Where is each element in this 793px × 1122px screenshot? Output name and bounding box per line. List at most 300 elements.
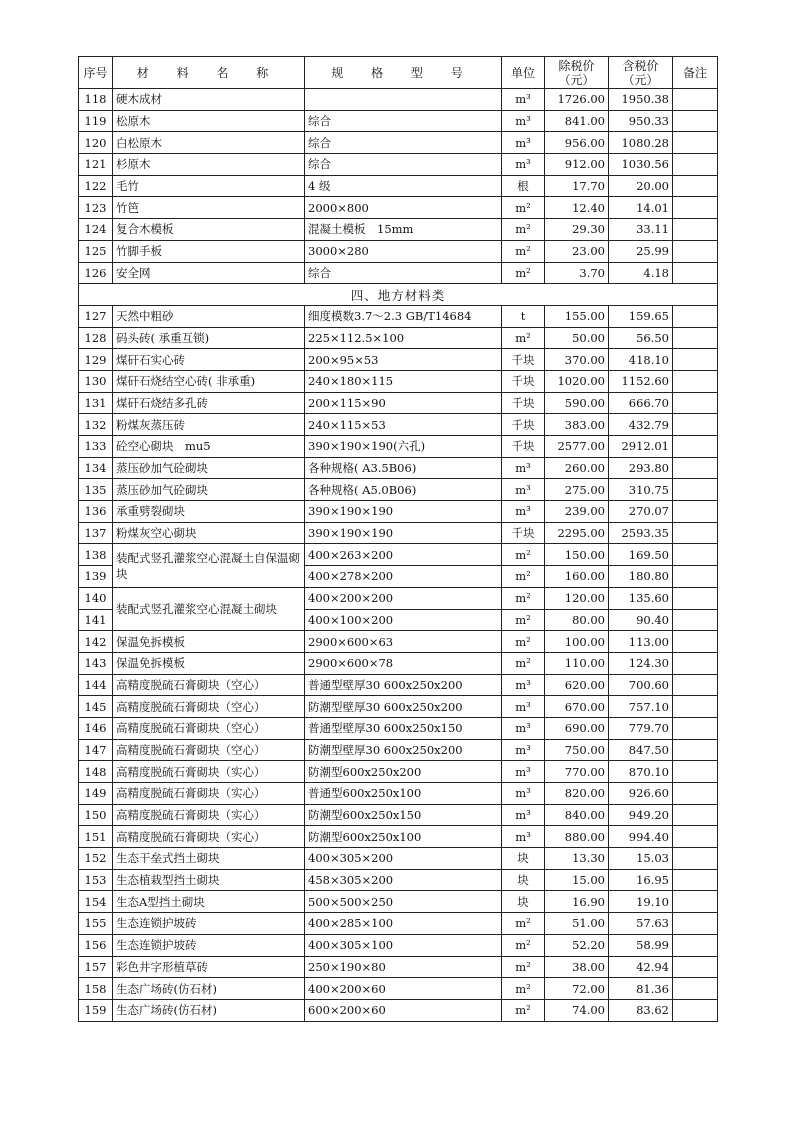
table-row [79, 392, 718, 414]
row-remark [673, 327, 718, 349]
row-spec: 390×190×190 [305, 501, 502, 523]
table-row [79, 761, 718, 783]
row-price-inc-tax: 124.30 [609, 652, 673, 674]
row-no: 157 [79, 956, 113, 978]
row-name: 蒸压砂加气砼砌块 [113, 479, 305, 501]
table-row [79, 197, 718, 219]
row-price-ex-tax: 80.00 [545, 609, 609, 631]
header-price-inc-tax: 含税价（元） [609, 57, 673, 89]
row-no: 127 [79, 305, 113, 327]
row-price-inc-tax: 83.62 [609, 999, 673, 1021]
table-header-row [79, 57, 718, 89]
table-row [79, 89, 718, 111]
row-spec: 3000×280 [305, 240, 502, 262]
row-name: 高精度脱硫石膏砌块（实心） [113, 804, 305, 826]
table-row [79, 479, 718, 501]
row-spec: 2900×600×63 [305, 631, 502, 653]
row-price-inc-tax: 2593.35 [609, 522, 673, 544]
row-spec: 500×500×250 [305, 891, 502, 913]
row-unit: m³ [502, 826, 545, 848]
row-price-inc-tax: 870.10 [609, 761, 673, 783]
row-price-ex-tax: 3.70 [545, 262, 609, 284]
row-remark [673, 826, 718, 848]
row-price-inc-tax: 90.40 [609, 609, 673, 631]
table-row [79, 717, 718, 739]
row-remark [673, 89, 718, 111]
table-row [79, 978, 718, 1000]
row-no: 126 [79, 262, 113, 284]
row-price-inc-tax: 1030.56 [609, 154, 673, 176]
row-price-inc-tax: 16.95 [609, 869, 673, 891]
row-unit: m³ [502, 501, 545, 523]
row-remark [673, 804, 718, 826]
row-unit: m² [502, 956, 545, 978]
row-no: 151 [79, 826, 113, 848]
row-spec: 综合 [305, 262, 502, 284]
row-price-ex-tax: 2577.00 [545, 436, 609, 458]
row-remark [673, 262, 718, 284]
row-unit: m² [502, 240, 545, 262]
table-row [79, 826, 718, 848]
row-spec: 普通型壁厚30 600x250x150 [305, 717, 502, 739]
row-spec: 防潮型壁厚30 600x250x200 [305, 739, 502, 761]
row-name: 生态广场砖(仿石材) [113, 999, 305, 1021]
row-unit: m² [502, 327, 545, 349]
row-remark [673, 587, 718, 609]
row-spec: 390×190×190 [305, 522, 502, 544]
row-price-ex-tax: 23.00 [545, 240, 609, 262]
row-no: 158 [79, 978, 113, 1000]
table-row [79, 631, 718, 653]
row-price-ex-tax: 820.00 [545, 783, 609, 805]
table-row [79, 327, 718, 349]
row-price-inc-tax: 25.99 [609, 240, 673, 262]
table-row [79, 154, 718, 176]
row-spec [305, 89, 502, 111]
row-price-ex-tax: 239.00 [545, 501, 609, 523]
row-price-inc-tax: 56.50 [609, 327, 673, 349]
row-name: 砼空心砌块 mu5 [113, 436, 305, 458]
row-price-inc-tax: 847.50 [609, 739, 673, 761]
row-no: 118 [79, 89, 113, 111]
row-spec: 400×285×100 [305, 913, 502, 935]
table-row [79, 913, 718, 935]
row-price-inc-tax: 159.65 [609, 305, 673, 327]
row-spec: 400×278×200 [305, 566, 502, 588]
row-remark [673, 522, 718, 544]
row-remark [673, 956, 718, 978]
row-price-ex-tax: 72.00 [545, 978, 609, 1000]
row-remark [673, 674, 718, 696]
row-price-inc-tax: 700.60 [609, 674, 673, 696]
row-remark [673, 349, 718, 371]
row-price-ex-tax: 912.00 [545, 154, 609, 176]
row-remark [673, 652, 718, 674]
row-spec: 225×112.5×100 [305, 327, 502, 349]
row-price-ex-tax: 29.30 [545, 219, 609, 241]
row-no: 159 [79, 999, 113, 1021]
table-body-blocks [79, 631, 718, 1021]
row-name: 杉原木 [113, 154, 305, 176]
row-name: 生态干垒式挡土砌块 [113, 848, 305, 870]
row-unit: m³ [502, 457, 545, 479]
row-unit: m² [502, 609, 545, 631]
row-name: 码头砖( 承重互锁) [113, 327, 305, 349]
row-unit: 千块 [502, 392, 545, 414]
row-name: 煤矸石烧结空心砖( 非承重) [113, 370, 305, 392]
row-spec: 各种规格( A3.5B06) [305, 457, 502, 479]
row-name: 煤矸石实心砖 [113, 349, 305, 371]
row-price-ex-tax: 38.00 [545, 956, 609, 978]
row-no: 150 [79, 804, 113, 826]
row-price-inc-tax: 169.50 [609, 544, 673, 566]
row-unit: m³ [502, 804, 545, 826]
row-no: 141 [79, 609, 113, 631]
table-row [79, 219, 718, 241]
row-no: 137 [79, 522, 113, 544]
row-name: 天然中粗砂 [113, 305, 305, 327]
row-no: 128 [79, 327, 113, 349]
table-row [79, 804, 718, 826]
row-name: 粉煤灰空心砌块 [113, 522, 305, 544]
row-no: 119 [79, 110, 113, 132]
row-price-inc-tax: 270.07 [609, 501, 673, 523]
row-no: 144 [79, 674, 113, 696]
table-row [79, 869, 718, 891]
row-price-ex-tax: 841.00 [545, 110, 609, 132]
row-no: 152 [79, 848, 113, 870]
row-unit: 块 [502, 891, 545, 913]
table-row [79, 240, 718, 262]
row-name: 彩色井字形植草砖 [113, 956, 305, 978]
row-spec: 防潮型600x250x200 [305, 761, 502, 783]
row-price-inc-tax: 14.01 [609, 197, 673, 219]
row-remark [673, 132, 718, 154]
table-row [79, 370, 718, 392]
header-no: 序号 [79, 57, 113, 89]
row-no: 146 [79, 717, 113, 739]
row-no: 149 [79, 783, 113, 805]
row-spec: 防潮型600x250x150 [305, 804, 502, 826]
row-name: 装配式竖孔灌浆空心混凝土自保温砌块 [113, 544, 305, 587]
row-price-ex-tax: 17.70 [545, 175, 609, 197]
row-name: 生态A型挡土砌块 [113, 891, 305, 913]
row-no: 154 [79, 891, 113, 913]
row-name: 生态植栽型挡土砌块 [113, 869, 305, 891]
section-title: 四、地方材料类 [79, 284, 718, 306]
table-row [79, 175, 718, 197]
row-remark [673, 219, 718, 241]
row-spec: 各种规格( A5.0B06) [305, 479, 502, 501]
table-row [79, 305, 718, 327]
row-name: 竹脚手板 [113, 240, 305, 262]
row-remark [673, 696, 718, 718]
row-unit: m³ [502, 739, 545, 761]
row-price-inc-tax: 135.60 [609, 587, 673, 609]
row-price-inc-tax: 779.70 [609, 717, 673, 739]
row-name: 白松原木 [113, 132, 305, 154]
row-remark [673, 609, 718, 631]
row-price-ex-tax: 52.20 [545, 934, 609, 956]
row-spec: 综合 [305, 132, 502, 154]
row-remark [673, 999, 718, 1021]
row-unit: m² [502, 999, 545, 1021]
table-row [79, 739, 718, 761]
table-row [79, 956, 718, 978]
row-unit: m² [502, 913, 545, 935]
row-remark [673, 436, 718, 458]
row-price-inc-tax: 20.00 [609, 175, 673, 197]
row-no: 145 [79, 696, 113, 718]
row-price-inc-tax: 418.10 [609, 349, 673, 371]
row-name: 安全网 [113, 262, 305, 284]
row-price-ex-tax: 16.90 [545, 891, 609, 913]
row-spec: 4 级 [305, 175, 502, 197]
table-row [79, 544, 718, 566]
row-price-ex-tax: 1020.00 [545, 370, 609, 392]
row-price-inc-tax: 950.33 [609, 110, 673, 132]
row-no: 143 [79, 652, 113, 674]
row-remark [673, 761, 718, 783]
row-no: 121 [79, 154, 113, 176]
row-name: 复合木模板 [113, 219, 305, 241]
row-no: 129 [79, 349, 113, 371]
row-price-ex-tax: 690.00 [545, 717, 609, 739]
row-spec: 200×115×90 [305, 392, 502, 414]
row-no: 134 [79, 457, 113, 479]
row-price-ex-tax: 1726.00 [545, 89, 609, 111]
row-price-inc-tax: 81.36 [609, 978, 673, 1000]
row-no: 147 [79, 739, 113, 761]
row-remark [673, 544, 718, 566]
row-spec: 防潮型600x250x100 [305, 826, 502, 848]
row-name: 生态连锁护坡砖 [113, 934, 305, 956]
table-row [79, 522, 718, 544]
table-body-group-a [79, 544, 718, 587]
row-name: 高精度脱硫石膏砌块（空心） [113, 739, 305, 761]
row-unit: 千块 [502, 436, 545, 458]
table-body-wood [79, 89, 718, 284]
row-price-ex-tax: 880.00 [545, 826, 609, 848]
row-price-ex-tax: 12.40 [545, 197, 609, 219]
row-price-inc-tax: 113.00 [609, 631, 673, 653]
table-body-section [79, 284, 718, 306]
row-spec: 400×305×200 [305, 848, 502, 870]
row-price-inc-tax: 757.10 [609, 696, 673, 718]
table-row [79, 934, 718, 956]
row-remark [673, 240, 718, 262]
row-unit: m³ [502, 717, 545, 739]
row-remark [673, 110, 718, 132]
row-no: 136 [79, 501, 113, 523]
row-remark [673, 978, 718, 1000]
row-unit: 根 [502, 175, 545, 197]
row-spec: 250×190×80 [305, 956, 502, 978]
row-no: 120 [79, 132, 113, 154]
row-no: 142 [79, 631, 113, 653]
row-name: 生态连锁护坡砖 [113, 913, 305, 935]
table-row [79, 501, 718, 523]
row-price-inc-tax: 1950.38 [609, 89, 673, 111]
row-remark [673, 717, 718, 739]
table-row [79, 999, 718, 1021]
row-no: 123 [79, 197, 113, 219]
row-unit: m³ [502, 89, 545, 111]
row-remark [673, 783, 718, 805]
table-row [79, 110, 718, 132]
row-unit: 千块 [502, 414, 545, 436]
table-row [79, 132, 718, 154]
row-spec: 240×115×53 [305, 414, 502, 436]
table-row [79, 652, 718, 674]
row-price-inc-tax: 15.03 [609, 848, 673, 870]
row-price-inc-tax: 293.80 [609, 457, 673, 479]
row-remark [673, 197, 718, 219]
row-price-inc-tax: 180.80 [609, 566, 673, 588]
header-remark: 备注 [673, 57, 718, 89]
row-price-inc-tax: 4.18 [609, 262, 673, 284]
row-unit: m³ [502, 132, 545, 154]
row-remark [673, 913, 718, 935]
row-unit: m² [502, 544, 545, 566]
row-no: 153 [79, 869, 113, 891]
section-row [79, 284, 718, 306]
row-name: 高精度脱硫石膏砌块（空心） [113, 696, 305, 718]
row-price-ex-tax: 160.00 [545, 566, 609, 588]
row-remark [673, 479, 718, 501]
row-no: 130 [79, 370, 113, 392]
table-row [79, 674, 718, 696]
table-row [79, 783, 718, 805]
row-remark [673, 739, 718, 761]
row-price-ex-tax: 383.00 [545, 414, 609, 436]
row-price-ex-tax: 120.00 [545, 587, 609, 609]
row-remark [673, 934, 718, 956]
row-name: 硬木成材 [113, 89, 305, 111]
row-price-inc-tax: 310.75 [609, 479, 673, 501]
row-name: 高精度脱硫石膏砌块（实心） [113, 826, 305, 848]
row-unit: 千块 [502, 349, 545, 371]
row-name: 高精度脱硫石膏砌块（空心） [113, 674, 305, 696]
row-name: 高精度脱硫石膏砌块（空心） [113, 717, 305, 739]
row-remark [673, 848, 718, 870]
row-price-inc-tax: 19.10 [609, 891, 673, 913]
row-remark [673, 501, 718, 523]
row-price-ex-tax: 51.00 [545, 913, 609, 935]
row-unit: 块 [502, 869, 545, 891]
row-unit: 块 [502, 848, 545, 870]
row-name: 粉煤灰蒸压砖 [113, 414, 305, 436]
row-spec: 普通型600x250x100 [305, 783, 502, 805]
table-body-local-materials [79, 305, 718, 544]
table-row [79, 349, 718, 371]
row-price-ex-tax: 15.00 [545, 869, 609, 891]
row-remark [673, 869, 718, 891]
row-spec: 综合 [305, 110, 502, 132]
material-price-table [78, 56, 718, 1022]
row-remark [673, 566, 718, 588]
row-no: 140 [79, 587, 113, 609]
row-price-inc-tax: 33.11 [609, 219, 673, 241]
row-price-ex-tax: 590.00 [545, 392, 609, 414]
row-no: 139 [79, 566, 113, 588]
row-price-ex-tax: 155.00 [545, 305, 609, 327]
row-price-inc-tax: 666.70 [609, 392, 673, 414]
row-spec: 综合 [305, 154, 502, 176]
table-row [79, 457, 718, 479]
row-price-inc-tax: 2912.01 [609, 436, 673, 458]
row-unit: m² [502, 631, 545, 653]
row-spec: 400×100×200 [305, 609, 502, 631]
row-name: 竹笆 [113, 197, 305, 219]
table-row [79, 891, 718, 913]
table-row [79, 262, 718, 284]
row-unit: m³ [502, 783, 545, 805]
row-unit: m³ [502, 479, 545, 501]
row-spec: 400×200×200 [305, 587, 502, 609]
row-name: 煤矸石烧结多孔砖 [113, 392, 305, 414]
row-spec: 390×190×190(六孔) [305, 436, 502, 458]
row-price-inc-tax: 949.20 [609, 804, 673, 826]
row-unit: m² [502, 262, 545, 284]
row-spec: 600×200×60 [305, 999, 502, 1021]
row-price-ex-tax: 2295.00 [545, 522, 609, 544]
row-name: 保温免拆模板 [113, 652, 305, 674]
row-spec: 混凝土模板 15mm [305, 219, 502, 241]
row-price-ex-tax: 275.00 [545, 479, 609, 501]
row-spec: 普通型壁厚30 600x250x200 [305, 674, 502, 696]
row-unit: m² [502, 934, 545, 956]
row-unit: m² [502, 197, 545, 219]
row-price-ex-tax: 150.00 [545, 544, 609, 566]
row-price-ex-tax: 110.00 [545, 652, 609, 674]
row-unit: 千块 [502, 370, 545, 392]
row-price-ex-tax: 50.00 [545, 327, 609, 349]
row-name: 承重劈裂砌块 [113, 501, 305, 523]
table-row [79, 696, 718, 718]
row-spec: 400×305×100 [305, 934, 502, 956]
row-price-inc-tax: 994.40 [609, 826, 673, 848]
header-material-name: 材 料 名 称 [113, 57, 305, 89]
row-price-inc-tax: 432.79 [609, 414, 673, 436]
row-name: 高精度脱硫石膏砌块（实心） [113, 761, 305, 783]
row-price-ex-tax: 74.00 [545, 999, 609, 1021]
row-unit: m² [502, 566, 545, 588]
row-no: 131 [79, 392, 113, 414]
row-price-inc-tax: 926.60 [609, 783, 673, 805]
row-spec: 2000×800 [305, 197, 502, 219]
row-unit: m² [502, 978, 545, 1000]
row-spec: 400×263×200 [305, 544, 502, 566]
row-unit: m³ [502, 154, 545, 176]
row-remark [673, 175, 718, 197]
table-row [79, 436, 718, 458]
row-price-ex-tax: 770.00 [545, 761, 609, 783]
row-remark [673, 631, 718, 653]
row-unit: m² [502, 652, 545, 674]
row-unit: m³ [502, 674, 545, 696]
row-no: 138 [79, 544, 113, 566]
row-remark [673, 392, 718, 414]
row-no: 125 [79, 240, 113, 262]
row-spec: 458×305×200 [305, 869, 502, 891]
row-name: 生态广场砖(仿石材) [113, 978, 305, 1000]
header-unit: 单位 [502, 57, 545, 89]
row-no: 155 [79, 913, 113, 935]
row-spec: 2900×600×78 [305, 652, 502, 674]
row-remark [673, 414, 718, 436]
row-unit: m³ [502, 110, 545, 132]
